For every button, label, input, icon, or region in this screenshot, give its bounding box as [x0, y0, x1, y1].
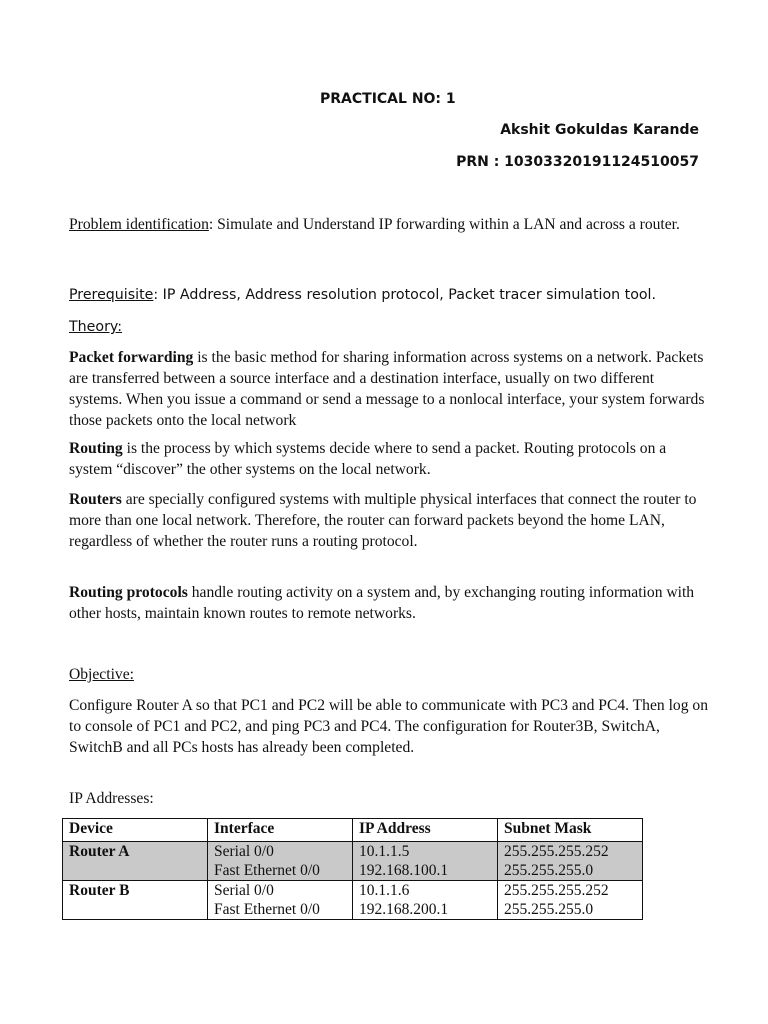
theory-paragraph-routers — [69, 489, 709, 552]
practical-title: PRACTICAL NO: 1 — [320, 91, 456, 107]
ip-cell — [353, 842, 498, 881]
problem-text: : Simulate and Understand IP forwarding within a LAN and across a router. — [208, 216, 680, 233]
device-cell: Router B — [63, 881, 208, 920]
column-header-device: Device — [63, 819, 208, 842]
term-routing-protocols: Routing protocols — [69, 584, 188, 601]
term-packet-forwarding: Packet forwarding — [69, 349, 194, 366]
interface-value: Fast Ethernet 0/0 — [214, 862, 320, 879]
column-header-ip-address: IP Address — [353, 819, 498, 842]
text-routers: are specially configured systems with multiple physical interfaces that connect the router to more than one local network. Therefore, the router can forward packets beyond the home LAN, regardless of whether the router runs a routing protocol. — [69, 491, 697, 550]
prerequisite-label: Prerequisite — [69, 287, 154, 303]
theory-heading — [69, 317, 709, 338]
text-packet-forwarding: is the basic method for sharing information across systems on a network. Packets are transferred between a source interface and a destination interface, usually on two different systems. When you issue a command or send a message to a nonlocal interface, your system forwards those packets onto the local network — [69, 349, 705, 429]
ip-value: 10.1.1.6 — [359, 882, 410, 899]
objective-label: Objective: — [69, 666, 134, 683]
mask-value: 255.255.255.252 — [504, 882, 609, 899]
theory-paragraph-routing — [69, 438, 709, 480]
mask-value: 255.255.255.0 — [504, 862, 594, 879]
ip-value: 10.1.1.5 — [359, 843, 410, 860]
ip-cell — [353, 881, 498, 920]
interface-value: Serial 0/0 — [214, 882, 274, 899]
interface-cell — [208, 842, 353, 881]
ip-address-table — [62, 818, 643, 920]
mask-cell — [498, 881, 643, 920]
theory-paragraph-packet-forwarding — [69, 347, 709, 431]
text-routing: is the process by which systems decide where to send a packet. Routing protocols on a system “discover” the other systems on the local network. — [69, 440, 667, 478]
theory-paragraph-routing-protocols — [69, 582, 709, 624]
term-routing: Routing — [69, 440, 123, 457]
objective-heading — [69, 664, 709, 685]
problem-label: Problem identification — [69, 216, 209, 233]
interface-cell — [208, 881, 353, 920]
objective-text: Configure Router A so that PC1 and PC2 will be able to communicate with PC3 and PC4. Then log on to console of PC1 and PC2, and ping PC3 and PC4. The configuration for Router3B, SwitchA, SwitchB and all PCs hosts has already been completed. — [69, 697, 709, 756]
column-header-interface: Interface — [208, 819, 353, 842]
ip-addresses-label: IP Addresses: — [69, 790, 154, 807]
ip-value: 192.168.100.1 — [359, 862, 449, 879]
author-name: Akshit Gokuldas Karande — [500, 122, 699, 138]
table-row — [63, 842, 643, 881]
interface-value: Fast Ethernet 0/0 — [214, 901, 320, 918]
prn-number: PRN : 10303320191124510057 — [456, 154, 699, 170]
interface-value: Serial 0/0 — [214, 843, 274, 860]
prerequisite — [69, 285, 709, 306]
device-cell: Router A — [63, 842, 208, 881]
table-header-row — [63, 819, 643, 842]
text-routing-protocols: handle routing activity on a system and, by exchanging routing information with other hosts, maintain known routes to remote networks. — [69, 584, 695, 622]
prerequisite-text: : IP Address, Address resolution protocol, Packet tracer simulation tool. — [153, 287, 657, 303]
table-row — [63, 881, 643, 920]
term-routers: Routers — [69, 491, 122, 508]
mask-cell — [498, 842, 643, 881]
problem-identification — [69, 214, 709, 235]
mask-value: 255.255.255.0 — [504, 901, 594, 918]
theory-label: Theory: — [69, 319, 123, 335]
ip-value: 192.168.200.1 — [359, 901, 449, 918]
column-header-subnet-mask: Subnet Mask — [498, 819, 643, 842]
mask-value: 255.255.255.252 — [504, 843, 609, 860]
